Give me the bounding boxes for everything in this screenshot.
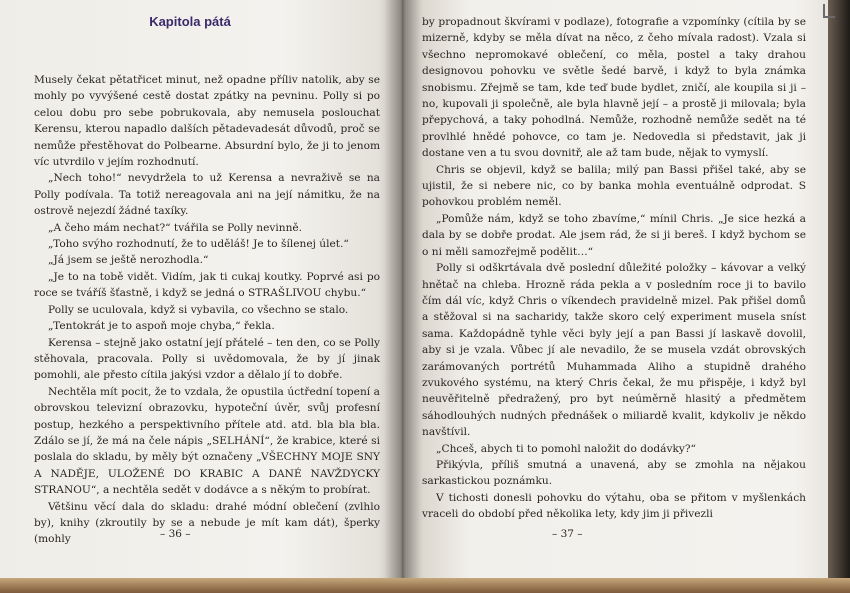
paragraph: Polly se uculovala, když si vybavila, co všechno se stalo. — [48, 303, 349, 316]
paragraph: „Tentokrát je to aspoň moje chyba,“ řekla. — [48, 320, 275, 333]
paragraph: Kerensa – stejně jako ostatní její přátelé – ten den, co se Polly stěhovala, pracovala. Polly si uvědomovala, že by jí jinak pomohli, ale přesto cítila jakýsi vzdor a dělalo jí to dobře. — [34, 336, 380, 382]
page-number-right: – 37 – — [552, 528, 583, 540]
paragraph: „Je to na tobě vidět. Vidím, jak ti cukaj koutky. Poprvé asi po roce se tváříš šťastně, i když se jedná o STRAŠLIVOU chybu.“ — [34, 270, 380, 300]
left-page-text — [34, 72, 380, 548]
paragraph: Polly si odškrtávala dvě poslední důležité položky – kávovar a velký hnětač na chleba. Hrozně ráda pekla a v posledním roce ji to bavilo čím dál víc, když Chris o víkendech pravidelně mizel. Pak přišel domů a stěžoval si na sacharidy, takže skoro celý experiment musela sníst sama. Každopádně tyhle věci byly její a pan Bassi jí laskavě dovolil, aby si je vzala. Vůbec jí ale nevadilo, že se musela vzdát obrovských zarámovaných portrétů Muhammada Aliho a stupidně drahého zvukového systému, na který Chris čekal, že mu přispěje, i když byl neuvěřitelně předražený, pro byt neúměrně hlasitý a předmětem sáhodlouhých nudných přednášek o miliardě kvalit, kdykoliv je někdo navštívil. — [422, 262, 806, 439]
paragraph: Nechtěla mít pocit, že to vzdala, že opustila úctřední topení a obrovskou televizní obrazovku, hypoteční úvěr, svůj profesní postup, hezkého a perspektivního přítele atd. atd. bla bla bla. Zdálo se jí, že má na čele nápis „SELHÁNÍ“, že krabice, které si poslala do skladu, by měly být označeny „VŠECHNY MOJE SNY A NADĚJE, ULOŽENÉ DO KRABIC A DANÉ NAVŽDYCKY STRANOU“, a nechtěla sedět v dodávce a s někým to probírat. — [34, 385, 380, 497]
paragraph: V tichosti donesli pohovku do výtahu, oba se přitom v myšlenkách vraceli do období před několika lety, kdy jim ji přivezli — [422, 491, 806, 521]
page-number-left: – 36 – — [160, 528, 191, 540]
paragraph: „A čeho mám nechat?“ tvářila se Polly nevinně. — [48, 221, 303, 234]
paragraph: Chris se objevil, když se balila; milý pan Bassi přišel také, aby se ujistil, že si nebere nic, co by banka mohla eventuálně odprodat. S pohovkou problém neměl. — [422, 163, 806, 209]
chapter-title: Kapitola pátá — [149, 14, 231, 29]
right-page — [402, 0, 828, 578]
book-edge-bottom — [0, 578, 850, 593]
paragraph: by propadnout škvírami v podlaze), fotografie a vzpomínky (cítila by se mizerně, kdyby se měla dívat na něco, z čeho mívala radost). Vzala si všechno nepromokavé oblečení, co měla, postel a taky drahou designovou pohovku ve světle šedé barvě, i když to byla známka snobismu. Zřejmě se tam, kde teď bude bydlet, zničí, ale koupila si ji – no, kupovali ji společně, ale byla hlavně její – a prostě ji milovala; byla přepychová, a taky pohodlná. Nemůže, rozhodně nemůže sedět na té provlhlé hnědé pohovce, co tam je. Nedovedla si představit, jak ji dostane ven a tu svou dovnitř, ale až tam bude, nějak to vymyslí. — [422, 16, 806, 160]
book-edge-right — [828, 0, 850, 593]
paragraph: Většinu věcí dala do skladu: drahé módní oblečení (zvlhlo by), knihy (zkroutily by se a nebude je mít kam dát), šperky (mohly — [34, 500, 380, 546]
right-page-text — [422, 14, 806, 523]
paragraph: Musely čekat pětatřicet minut, než opadne příliv natolik, aby se mohly po vyvýšené cestě dostat zpátky na pevninu. Polly si po celou dobu pro sebe pobrukovala, aby nemusela poslouchat Kerensu, kterou napadlo dalších pětadevadesát důvodů, proč se nemůže přestěhovat do Polbearne. Absurdní bylo, že ji to jenom víc utvrdilo v jejím rozhodnutí. — [34, 74, 380, 169]
paragraph: „Toho svýho rozhodnutí, že to uděláš! Je to šílenej úlet.“ — [48, 238, 349, 251]
paragraph: Přikývla, příliš smutná a unavená, aby se zmohla na nějakou sarkastickou poznámku. — [422, 458, 806, 488]
paragraph: „Já jsem se ještě nerozhodla.“ — [48, 254, 209, 267]
paragraph: „Chceš, abych ti to pomohl naložit do dodávky?“ — [436, 442, 696, 455]
paragraph: „Nech toho!“ nevydržela to už Kerensa a nevraživě se na Polly podívala. Ta totiž nereagovala ani na její námitku, že na ostrově nejezdí žádné taxíky. — [34, 172, 380, 218]
paragraph: „Pomůže nám, když se toho zbavíme,“ mínil Chris. „Je sice hezká a dala by se dobře prodat. Ale jsem rád, že si ji bereš. I když bychom se o ni měli samozřejmě podělit…“ — [422, 212, 806, 258]
corner-crop-mark — [823, 4, 835, 18]
left-page — [0, 0, 402, 578]
